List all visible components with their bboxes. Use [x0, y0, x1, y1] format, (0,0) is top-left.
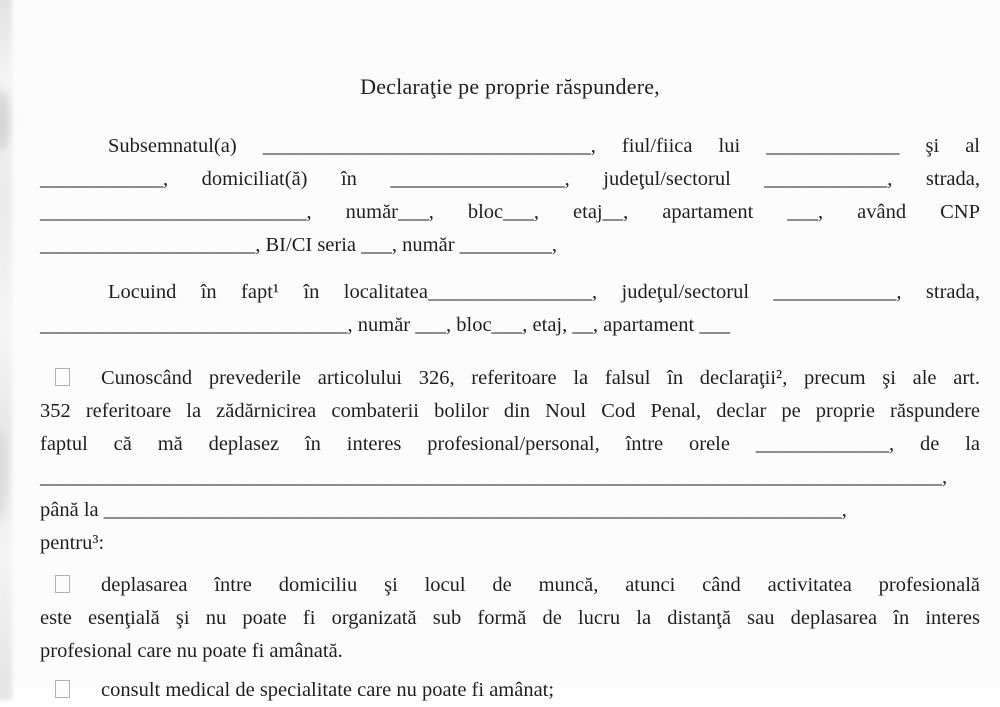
identity-line-1: Subsemnatul(a) ________________________________, fiul/fiica lui _____________ şi al [108, 135, 980, 157]
declaration-line-6: pentru³: [40, 532, 105, 554]
reason-work-line-2: este esenţială şi nu poate fi organizată sub formă de lucru la distanţă sau deplasarea în interes [40, 607, 980, 629]
declaration-line-3: faptul că mă deplasez în interes profesional/personal, între orele _____________, de la [40, 433, 980, 455]
declaration-line-1-text: Cunoscând prevederile articolului 326, referitoare la falsul în declaraţii², precum şi ale art. [101, 367, 980, 389]
checkbox-icon[interactable] [55, 680, 70, 698]
reason-medical-paragraph [40, 674, 980, 707]
residence-line-1: Locuind în fapt¹ în localitatea________________, judeţul/sectorul ____________, strada, [108, 281, 980, 303]
reason-work-line-3: profesional care nu poate fi amânată. [40, 640, 343, 662]
reason-medical-line-1-text: consult medical de specialitate care nu poate fi amânat; [101, 679, 555, 701]
identity-line-4: _____________________, BI/CI seria ___, număr _________, [40, 234, 558, 256]
reason-work-line-1 [40, 569, 980, 602]
declaration-line-2: 352 referitoare la zădărnicirea combaterii bolilor din Noul Cod Penal, declar pe proprie răspundere [40, 400, 980, 422]
reason-work-paragraph [40, 569, 980, 668]
residence-paragraph [40, 276, 980, 342]
checkbox-icon[interactable] [55, 575, 70, 593]
declaration-line-4: ________________________________________________________________________________________, [40, 466, 948, 488]
identity-line-3: __________________________, număr___, bloc___, etaj__, apartament ___, având CNP [40, 201, 980, 223]
document-title: Declaraţie pe proprie răspundere, [360, 74, 660, 99]
declaration-paragraph [40, 362, 980, 560]
identity-line-2: ____________, domiciliat(ă) în _________________, judeţul/sectorul ____________, strada, [40, 168, 980, 190]
declaration-line-5: până la ________________________________________________________________________, [40, 499, 847, 521]
identity-paragraph [40, 130, 980, 262]
document-body [40, 0, 980, 707]
reason-work-line-1-text: deplasarea între domiciliu şi locul de muncă, atunci când activitatea profesională [101, 574, 980, 596]
residence-line-2: ______________________________, număr ___, bloc___, etaj, __, apartament ___ [40, 314, 731, 336]
reason-medical-line-1 [40, 674, 980, 707]
declaration-line-1 [40, 362, 980, 395]
checkbox-icon[interactable] [55, 368, 70, 386]
